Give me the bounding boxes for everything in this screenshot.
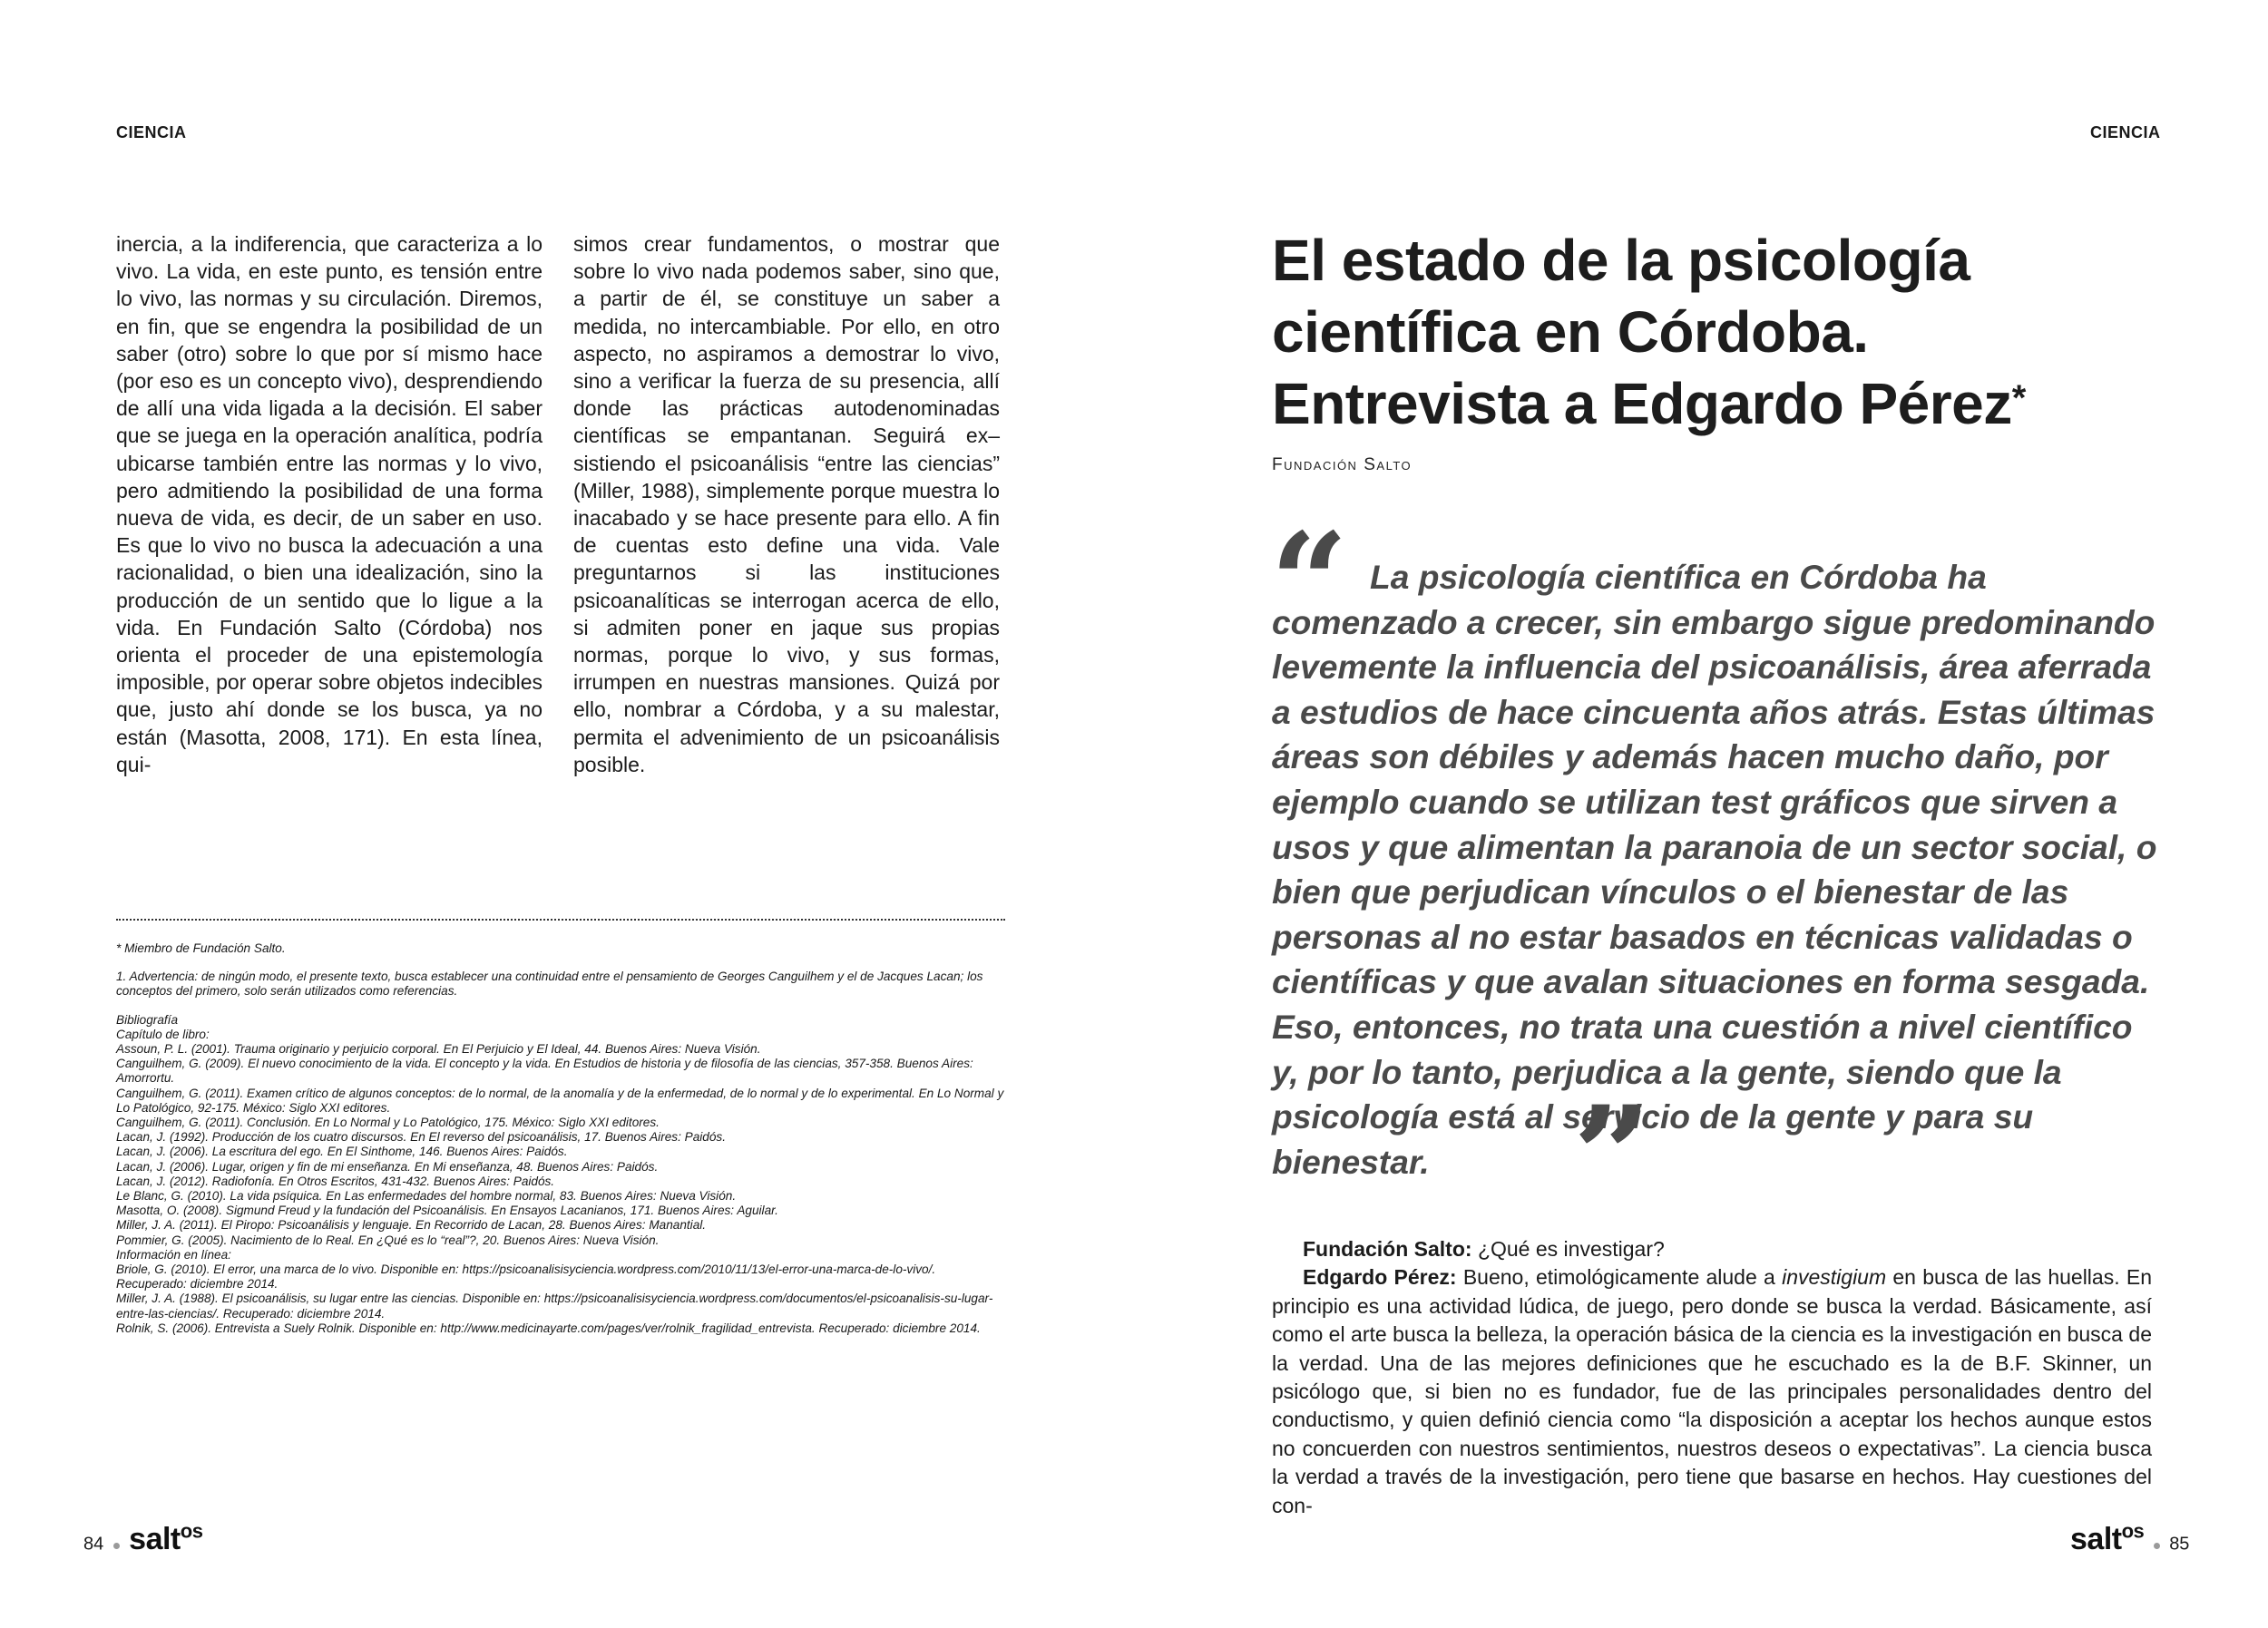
- reference-item: Canguilhem, G. (2009). El nuevo conocimiento de la vida. El concepto y la vida. En Estudios de historia y de filosofía de las ciencias, 357-358. Buenos Aires: Amorrortu.: [116, 1057, 973, 1086]
- folio-dot: [2154, 1543, 2160, 1549]
- right-page-number: 85: [2169, 1534, 2190, 1555]
- question-paragraph: Fundación Salto: ¿Qué es investigar?: [1303, 1237, 1665, 1261]
- footnote-separator: [116, 919, 1005, 921]
- left-section-label: CIENCIA: [116, 123, 187, 141]
- online-reference-item: Briole, G. (2010). El error, una marca de lo vivo. Disponible en: https://psicoanalisisyciencia.wordpress.com/2010/11/13/el-error-una-marca-de-lo-vivo/. Recuperado: diciembre 2014.: [116, 1262, 936, 1292]
- answer-paragraph: Edgardo Pérez: Bueno, etimológicamente alude a investigium en busca de las huellas. En principio es una actividad lúdica, de juego, pero donde se busca la verdad. Básicamente, así como el arte busca la belleza, la operación básica de la ciencia es la investigación en busca de la verdad. Una de las mejores definiciones que he escuchado es la de B.F. Skinner, un psicólogo que, si bien no es fundador, fue de las principales personalidades dentro del conductismo, y quien definió ciencia como “la disposición a aceptar los hechos aunque estos no concuerden con nuestros sentimientos, nuestros deseos o expectativas”. La ciencia busca la verdad a través de la investigación, pero tiene que basarse en hechos. Hay cuestiones del con-: [1272, 1265, 2152, 1517]
- interviewee-label: Edgardo Pérez:: [1303, 1265, 1457, 1290]
- reference-item: Lacan, J. (2012). Radiofonía. En Otros Escritos, 431-432. Buenos Aires: Paidós.: [116, 1174, 555, 1188]
- reference-item: Canguilhem, G. (2011). Examen crítico de algunos conceptos: de lo normal, de la anomalía y de la enfermedad, de lo normal y de lo experimental. En Lo Normal y Lo Patológico, 92-175. México: Siglo XXI editores.: [116, 1086, 1004, 1115]
- reference-item: Lacan, J. (2006). Lugar, origen y fin de mi enseñanza. En Mi enseñanza, 48. Buenos Aires: Paidós.: [116, 1159, 659, 1174]
- right-section-label: CIENCIA: [2090, 123, 2161, 141]
- footnotes: [116, 941, 1005, 1336]
- online-heading: Información en línea:: [116, 1247, 231, 1262]
- pull-quote: La psicología científica en Córdoba ha comenzado a crecer, sin embargo sigue predominando levemente la influencia del psicoanálisis, área aferrada a estudios de hace cincuenta años atrás. Estas últimas áreas son débiles y además hacen mucho daño, por ejemplo cuando se utilizan test gráficos que sirven a usos y que alimentan la paranoia de un sector social, o bien que perjudican vínculos o el bienestar de las personas al no estar basados en técnicas validadas o científicas y que avalan situaciones en forma sesgada. Eso, entonces, no trata una cuestión a nivel científico y, por lo tanto, perjudica a la gente, siendo que la psicología está al servicio de la gente y para su bienestar.: [1272, 558, 2157, 1181]
- online-reference-item: Rolnik, S. (2006). Entrevista a Suely Rolnik. Disponible en: http://www.medicinayarte.com/pages/ver/rolnik_fragilidad_entrevista. Recuperado: diciembre 2014.: [116, 1321, 981, 1335]
- footnote-member: * Miembro de Fundación Salto.: [116, 941, 286, 955]
- bibliography-heading: Bibliografía: [116, 1012, 179, 1027]
- left-column-1: inercia, a la indiferencia, que caracteriza a lo vivo. La vida, en este punto, es tensión entre lo vivo, las normas y su circulación. Diremos, en fin, que se engendra la posibilidad de un saber (otro) sobre lo que por sí mismo hace (por eso es un concepto vivo), desprendiendo de allí una vida ligada a la decisión. El saber que se juega en la operación analítica, podría ubicarse también entre las normas y lo vivo, pero admitiendo la posibilidad de una forma nueva de vida, es decir, de un saber en uso. Es que lo vivo no busca la adecuación a una racionalidad, o bien una idealización, sino la producción de un sentido que lo ligue a la vida. En Fundación Salto (Córdoba) nos orienta el proceder de una epistemología imposible, por operar sobre objetos indecibles que, justo ahí donde se los busca, ya no están (Masotta, 2008, 171). En esta línea, qui-: [116, 232, 543, 776]
- right-folio: [2070, 1520, 2189, 1557]
- reference-item: Assoun, P. L. (2001). Trauma originario y perjuicio corporal. En El Perjuicio y El Ideal, 44. Buenos Aires: Nueva Visión.: [116, 1042, 761, 1057]
- title-line-2: científica en Córdoba.: [1272, 299, 1869, 365]
- interviewer-label: Fundación Salto:: [1303, 1237, 1472, 1261]
- reference-item: Miller, J. A. (2011). El Piropo: Psicoanálisis y lenguaje. En Recorrido de Lacan, 28. Buenos Aires: Manantial.: [116, 1218, 707, 1233]
- footnote-1: 1. Advertencia: de ningún modo, el presente texto, busca establecer una continuidad entre el pensamiento de Georges Canguilhem y el de Jacques Lacan; los conceptos del primero, solo serán utilizados como referencias.: [116, 970, 983, 999]
- reference-item: Canguilhem, G. (2011). Conclusión. En Lo Normal y Lo Patológico, 175. México: Siglo XXI editores.: [116, 1116, 660, 1130]
- reference-item: Lacan, J. (2006). La escritura del ego. En El Sinthome, 146. Buenos Aires: Paidós.: [116, 1145, 568, 1159]
- left-column-2: simos crear fundamentos, o mostrar que sobre lo vivo nada podemos saber, sino que, a partir de él, se constituye un saber a medida, no intercambiable. Por ello, en otro aspecto, no aspiramos a demostrar lo vivo, sino a verificar la fuerza de su presencia, allí donde las prácticas autodenominadas científicas se empantanan. Seguirá ex–sistiendo el psicoanálisis “entre las ciencias” (Miller, 1988), simplemente porque muestra lo inacabado y se hace presente para ello. A fin de cuentas esto define una vida. Vale preguntarnos si las instituciones psicoanalíticas se interrogan acerca de ello, si admiten poner en jaque sus propias normas, porque lo vivo, y sus formas, irrumpen en nuestras mansiones. Quizá por ello, nombrar a Córdoba, y a su malestar, permita el advenimiento de un psicoanálisis posible.: [573, 232, 1000, 776]
- article-author: Fundación Salto: [1272, 455, 1413, 474]
- reference-item: Masotta, O. (2008). Sigmund Freud y la fundación del Psicoanálisis. En Ensayos Lacanianos, 171. Buenos Aires: Aguilar.: [116, 1204, 778, 1218]
- chapter-heading: Capítulo de libro:: [116, 1027, 210, 1041]
- reference-item: Pommier, G. (2005). Nacimiento de lo Real. En ¿Qué es lo “real”?, 20. Buenos Aires: Nueva Visión.: [116, 1233, 660, 1247]
- saltos-logo: salt$^{os}$: [129, 1520, 203, 1557]
- reference-item: Lacan, J. (1992). Producción de los cuatro discursos. En El reverso del psicoanálisis, 17. Buenos Aires: Paidós.: [116, 1130, 726, 1145]
- close-quote-icon: ”: [1573, 1077, 1652, 1236]
- reference-item: Le Blanc, G. (2010). La vida psíquica. En Las enfermedades del hombre normal, 83. Buenos Aires: Nueva Visión.: [116, 1189, 737, 1204]
- online-reference-item: Miller, J. A. (1988). El psicoanálisis, su lugar entre las ciencias. Disponible en: https://psicoanalisisyciencia.wordpress.com/documentos/el-psicoanalisis-su-lugar-entre-las-ciencias/. Recuperado: diciembre 2014.: [116, 1292, 993, 1321]
- left-page-number: 84: [83, 1534, 104, 1555]
- saltos-logo: salt$^{os}$: [2070, 1520, 2145, 1557]
- left-folio: [83, 1520, 202, 1557]
- folio-dot: [113, 1543, 120, 1549]
- title-footnote-mark: *: [2011, 378, 2026, 418]
- open-quote-icon: “: [1270, 503, 1349, 663]
- title-line-3: Entrevista a Edgardo Pérez*: [1272, 371, 2026, 436]
- article-title: [1272, 225, 2179, 440]
- interview-text: [1272, 1235, 2152, 1520]
- title-line-1: El estado de la psicología: [1272, 228, 1970, 293]
